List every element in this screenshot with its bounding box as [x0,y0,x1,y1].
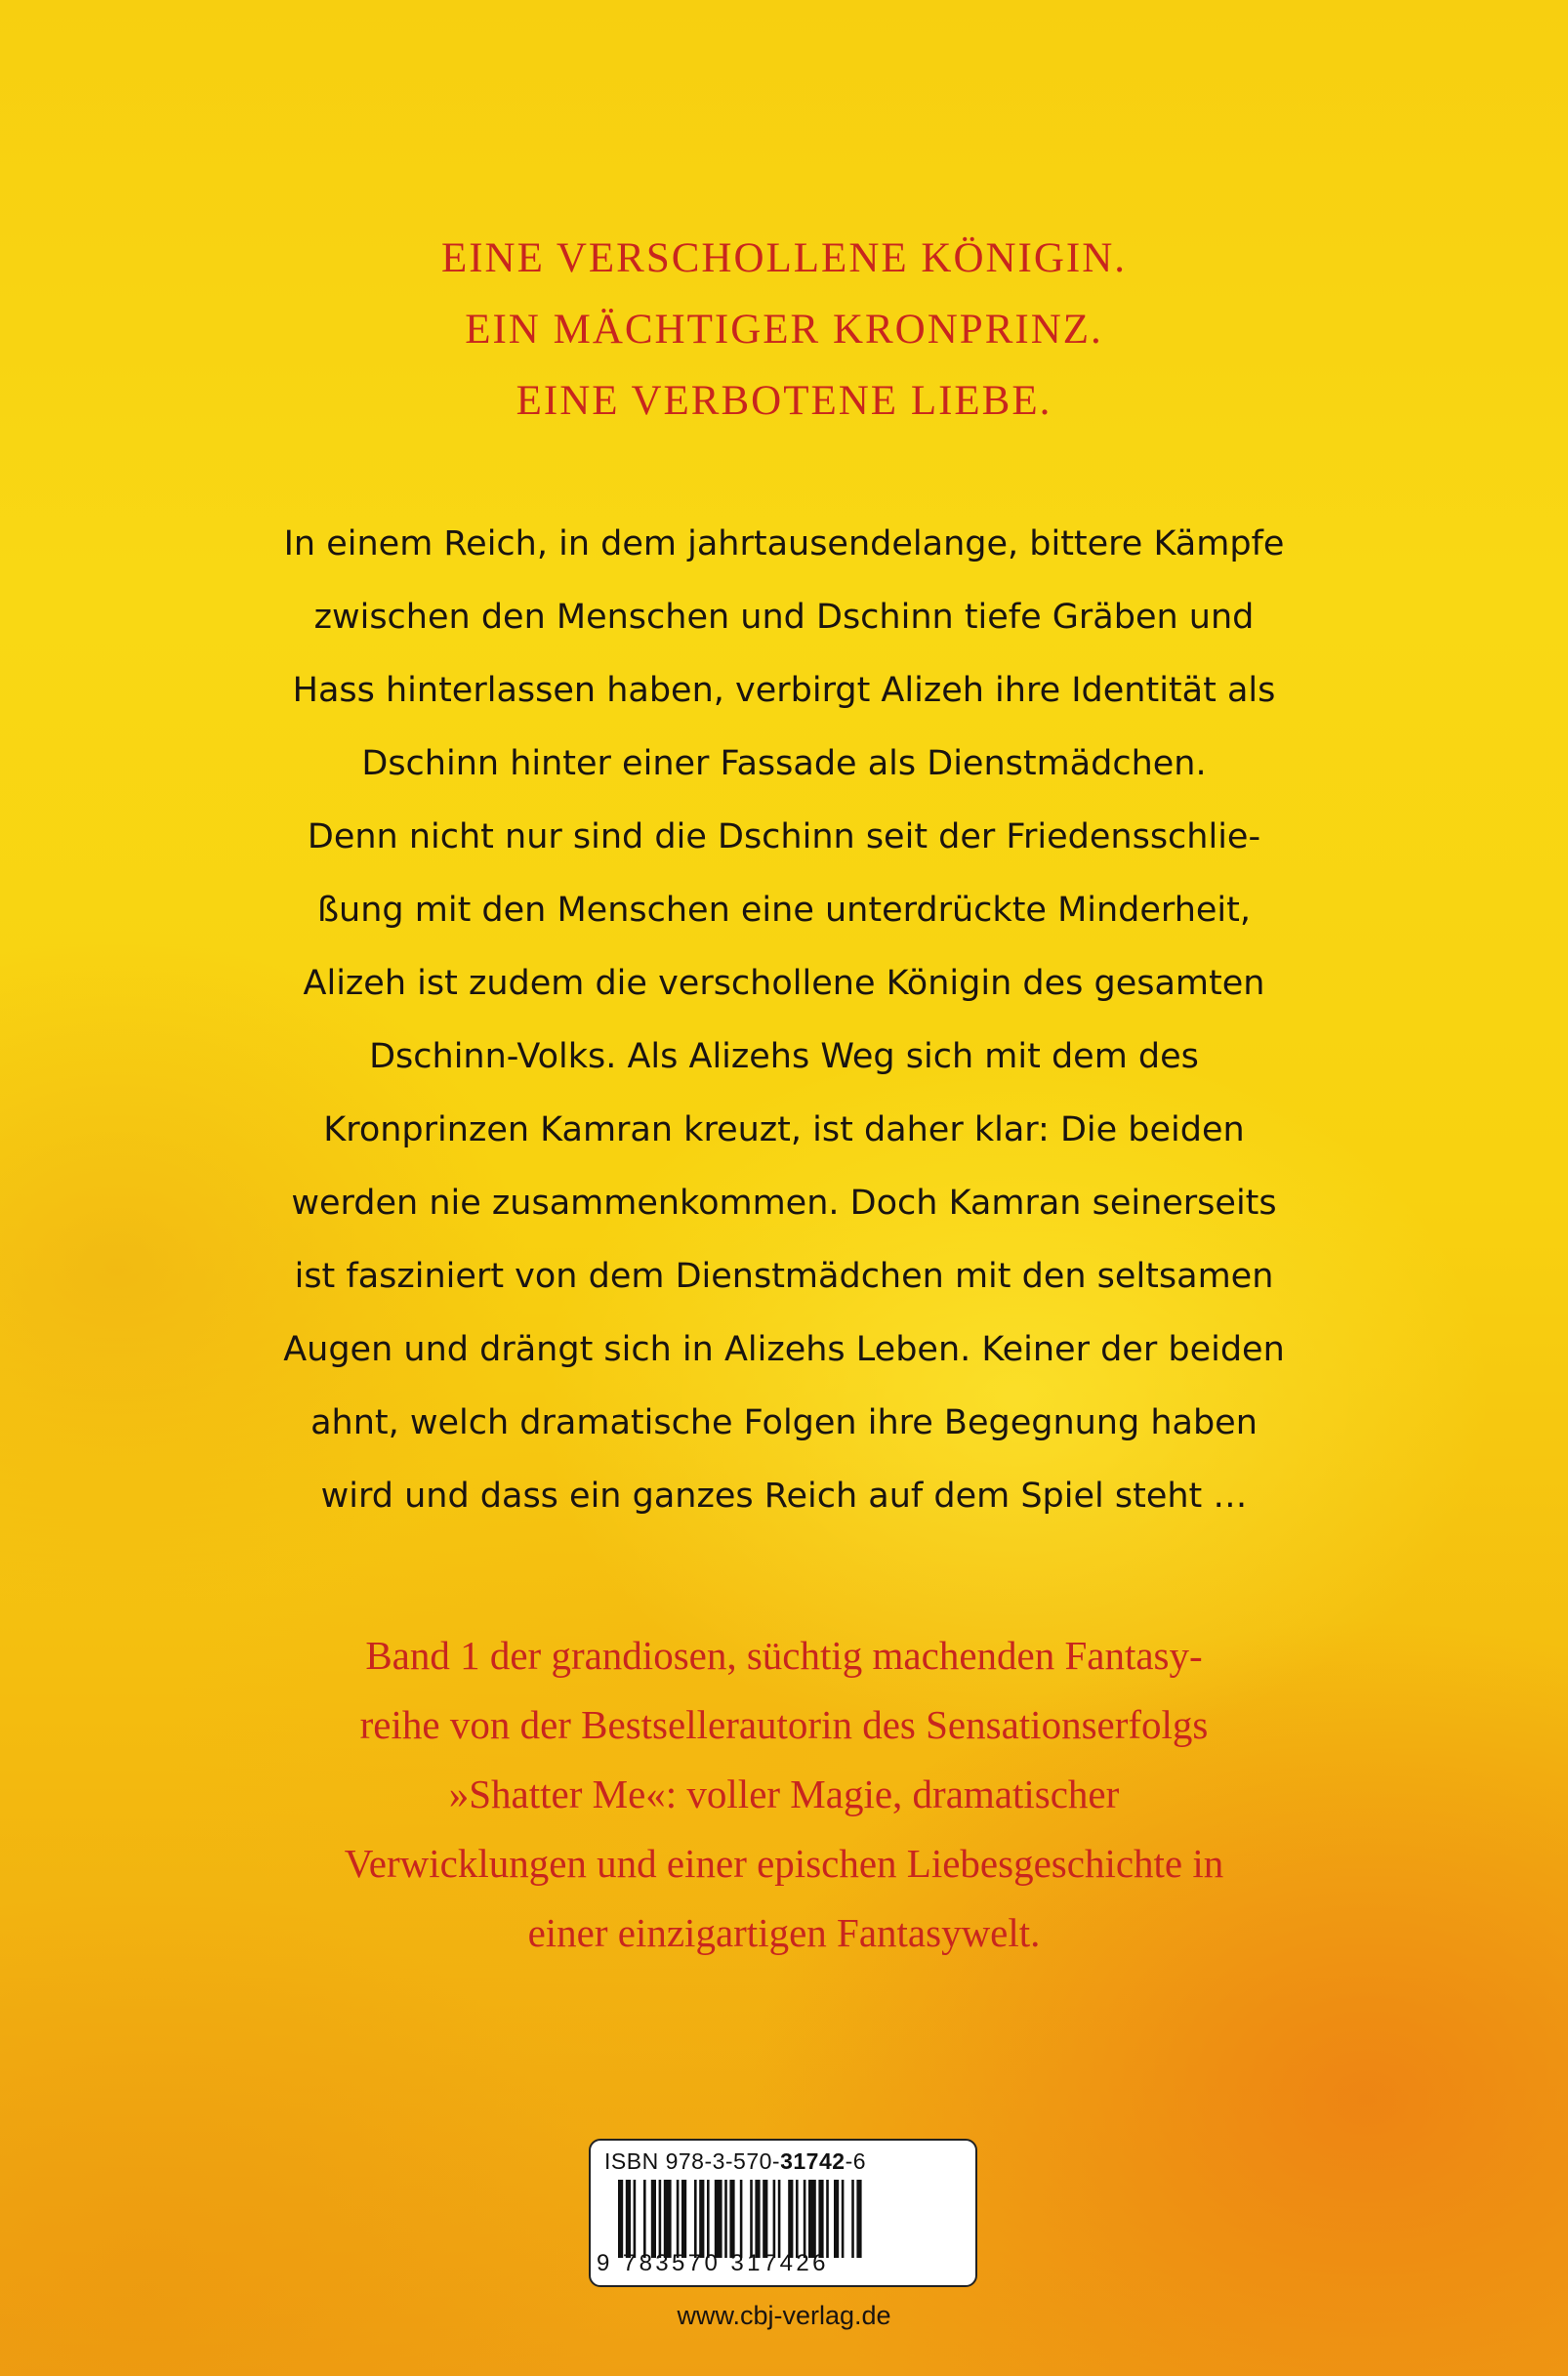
blurb-line: Augen und drängt sich in Alizehs Leben. Keiner der beiden [283,1330,1285,1369]
isbn-suffix: -6 [845,2148,867,2174]
isbn-prefix: ISBN 978-3-570- [604,2148,781,2174]
blurb-line: Denn nicht nur sind die Dschinn seit der Friedensschlie- [307,817,1261,856]
barcode-bars [618,2180,950,2258]
promo-text [195,1621,1373,1968]
tagline-line: EINE VERSCHOLLENE KÖNIGIN. [440,235,1128,281]
blurb-line: Dschinn-Volks. Als Alizehs Weg sich mit dem des [369,1037,1199,1076]
promo-line: »Shatter Me«: voller Magie, dramatischer [448,1772,1120,1816]
blurb-line: Hass hinterlassen haben, verbirgt Alizeh ihre Identität als [292,671,1276,710]
blurb-line: zwischen den Menschen und Dschinn tiefe Gräben und [313,598,1255,637]
tagline-line: EIN MÄCHTIGER KRONPRINZ. [465,307,1103,353]
blurb-line: ßung mit den Menschen eine unterdrückte Minderheit, [317,891,1251,930]
isbn-bold-part: 31742 [780,2148,846,2174]
blurb-paragraph [215,508,1353,1533]
blurb-line: In einem Reich, in dem jahrtausendelange, bittere Kämpfe [283,524,1285,563]
blurb-line: ist fasziniert von dem Dienstmädchen mit den seltsamen [294,1257,1274,1296]
tagline-line: EINE VERBOTENE LIEBE. [516,378,1052,424]
ean-digits: 9 783570 317426 [597,2250,829,2276]
blurb-line: Dschinn hinter einer Fassade als Dienstmädchen. [361,744,1207,783]
tagline [0,223,1568,437]
promo-line: Band 1 der grandiosen, süchtig machenden Fantasy- [365,1633,1203,1678]
promo-line: reihe von der Bestsellerautorin des Sensationserfolgs [359,1702,1209,1747]
blurb-line: Kronprinzen Kamran kreuzt, ist daher klar: Die beiden [323,1110,1245,1149]
promo-line: Verwicklungen und einer epischen Liebesgeschichte in [344,1841,1224,1886]
isbn-barcode [589,2139,977,2287]
blurb-line: werden nie zusammenkommen. Doch Kamran seinerseits [291,1184,1277,1223]
isbn-label [604,2148,866,2175]
promo-line: einer einzigartigen Fantasywelt. [527,1910,1041,1955]
blurb-line: wird und dass ein ganzes Reich auf dem Spiel steht … [320,1477,1248,1516]
blurb-line: Alizeh ist zudem die verschollene Königin des gesamten [303,964,1265,1003]
publisher-url: www.cbj-verlag.de [677,2301,891,2330]
blurb-line: ahnt, welch dramatische Folgen ihre Begegnung haben [310,1403,1258,1442]
